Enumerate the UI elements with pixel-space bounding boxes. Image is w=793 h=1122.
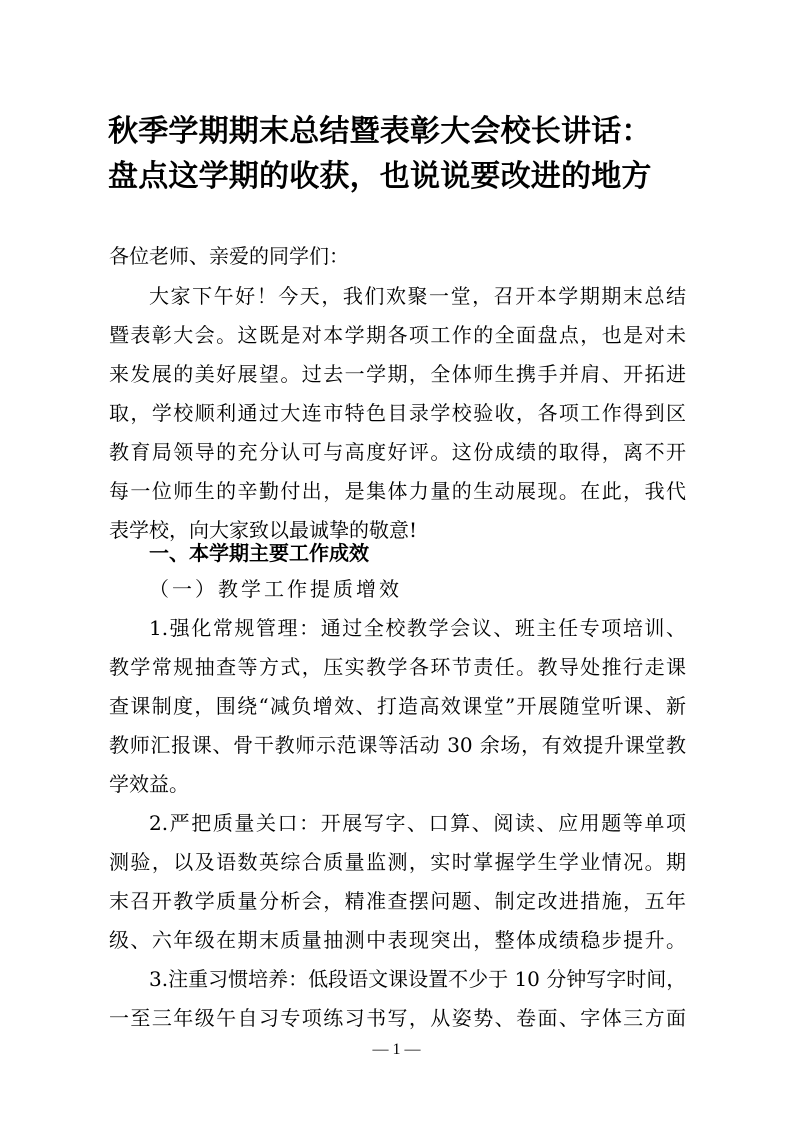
intro-line: 取，学校顺利通过大连市特色目录学校验收，各项工作得到区 xyxy=(109,401,686,425)
item1-line: 1.强化常规管理：通过全校教学会议、班主任专项培训、 xyxy=(149,616,686,640)
salutation: 各位老师、亲爱的同学们： xyxy=(109,244,349,268)
intro-line: 暨表彰大会。这既是对本学期各项工作的全面盘点，也是对未 xyxy=(109,323,686,347)
subsection-heading: （一）教学工作提质增效 xyxy=(149,577,402,601)
item2-line: 2.严把质量关口：开展写字、口算、阅读、应用题等单项 xyxy=(149,811,686,835)
intro-line: 教育局领导的充分认可与高度好评。这份成绩的取得，离不开 xyxy=(109,440,686,464)
document-title-line-2: 盘点这学期的收获，也说说要改进的地方 xyxy=(108,159,652,194)
intro-line: 表学校，向大家致以最诚挚的敬意! xyxy=(109,518,418,542)
intro-line: 每一位师生的辛勤付出，是集体力量的生动展现。在此，我代 xyxy=(109,479,686,503)
item1-line: 学效益。 xyxy=(109,772,189,796)
intro-line: 来发展的美好展望。过去一学期，全体师生携手并肩、开拓进 xyxy=(109,362,686,386)
item1-line: 教学常规抽查等方式，压实教学各环节责任。教导处推行走课 xyxy=(109,655,686,679)
page-number: — 1 — xyxy=(372,1041,421,1058)
document-title-line-1: 秋季学期期末总结暨表彰大会校长讲话： xyxy=(108,114,652,149)
item3-line: 一至三年级午自习专项练习书写，从姿势、卷面、字体三方面 xyxy=(109,1006,686,1030)
item1-line: 查课制度，围绕“减负增效、打造高效课堂”开展随堂听课、新 xyxy=(109,694,686,718)
intro-line: 大家下午好！今天，我们欢聚一堂，召开本学期期末总结 xyxy=(149,284,686,308)
item2-line: 末召开教学质量分析会，精准查摆问题、制定改进措施，五年 xyxy=(109,889,686,913)
item3-line: 3.注重习惯培养：低段语文课设置不少于 10 分钟写字时间， xyxy=(149,967,687,991)
item2-line: 级、六年级在期末质量抽测中表现突出，整体成绩稳步提升。 xyxy=(109,928,686,952)
item2-line: 测验，以及语数英综合质量监测，实时掌握学生学业情况。期 xyxy=(109,850,686,874)
item1-line: 教师汇报课、骨干教师示范课等活动 30 余场，有效提升课堂教 xyxy=(109,733,686,757)
section-heading: 一、本学期主要工作成效 xyxy=(149,541,369,565)
